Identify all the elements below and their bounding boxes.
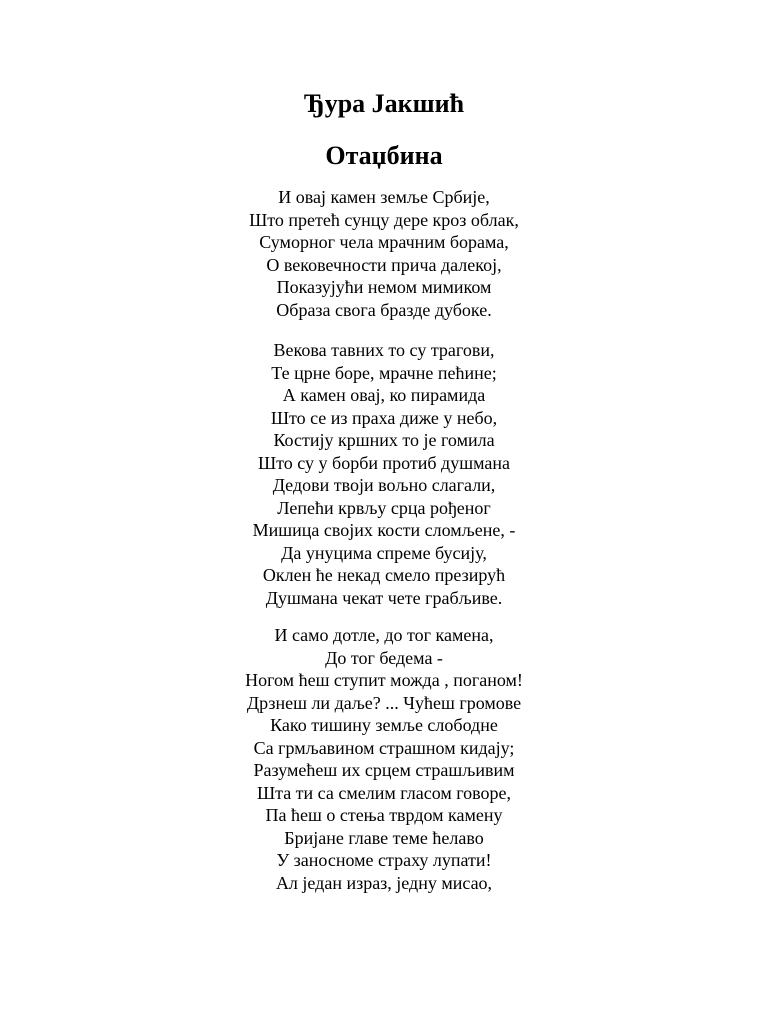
poem-line: У заносноме страху лупати! bbox=[276, 850, 492, 870]
poem-line: Лепећи крвљу срца рођеног bbox=[277, 497, 491, 518]
poem-line: Ал један израз, једну мисао, bbox=[275, 872, 493, 893]
stanza-3 bbox=[0, 624, 768, 894]
poem-line: Са грмљавином страшном кидају; bbox=[253, 737, 515, 758]
poem-line: Па ћеш о стења тврдом камену bbox=[265, 805, 503, 825]
poem-line: И само дотле, до тог камена, bbox=[274, 625, 494, 645]
poem-line: Образа свога бразде дубоке. bbox=[276, 299, 492, 320]
poem-author: Ђура Јакшић bbox=[303, 89, 465, 118]
poem-line: Те црне боре, мрачне пећине; bbox=[271, 362, 497, 383]
poem-line: Показујући немом мимиком bbox=[276, 277, 492, 297]
poem-line: Што се из праха диже у небо, bbox=[270, 407, 498, 428]
poem-line: Да унуцима спреме бусију, bbox=[281, 542, 487, 563]
poem-line: Што су у борби протиб душмана bbox=[258, 452, 510, 473]
poem-line: А камен овај, ко пирамида bbox=[282, 385, 486, 405]
poem-line: Душмана чекат чете грабљиве. bbox=[265, 587, 503, 608]
poem-title: Отаџбина bbox=[325, 141, 443, 170]
poem-line: О вековечности прича далекој, bbox=[266, 254, 502, 275]
poem-line: Шта ти са смелим гласом говоре, bbox=[256, 782, 512, 803]
poem-line: Ногом ћеш ступит можда , поганом! bbox=[245, 670, 523, 690]
poem-line: Дрзнеш ли даље? ... Чућеш громове bbox=[246, 692, 522, 713]
poem-line: Дедови твоји вољно слагали, bbox=[272, 475, 496, 495]
poem-line: Мишица својих кости сломљене, - bbox=[252, 520, 516, 540]
poem-line: Што претећ сунцу дере кроз облак, bbox=[249, 209, 519, 230]
poem-line: Костију кршних то је гомила bbox=[273, 430, 495, 450]
poem-line: Разумећеш их срцем страшљивим bbox=[253, 760, 515, 780]
poem-line: Оклен ће некад смело презирућ bbox=[262, 565, 506, 585]
poem-line: Како тишину земље слободне bbox=[270, 715, 498, 735]
poem-line: Бријане главе теме ћелаво bbox=[284, 827, 484, 848]
poem-line: Векова тавних то су трагови, bbox=[273, 340, 495, 360]
poem-line: До тог бедема - bbox=[325, 647, 443, 668]
poem-line: И овај камен земље Србије, bbox=[278, 187, 490, 207]
poem-line: Суморног чела мрачним борама, bbox=[259, 232, 509, 252]
stanza-2 bbox=[0, 339, 768, 609]
stanza-1 bbox=[0, 186, 768, 321]
